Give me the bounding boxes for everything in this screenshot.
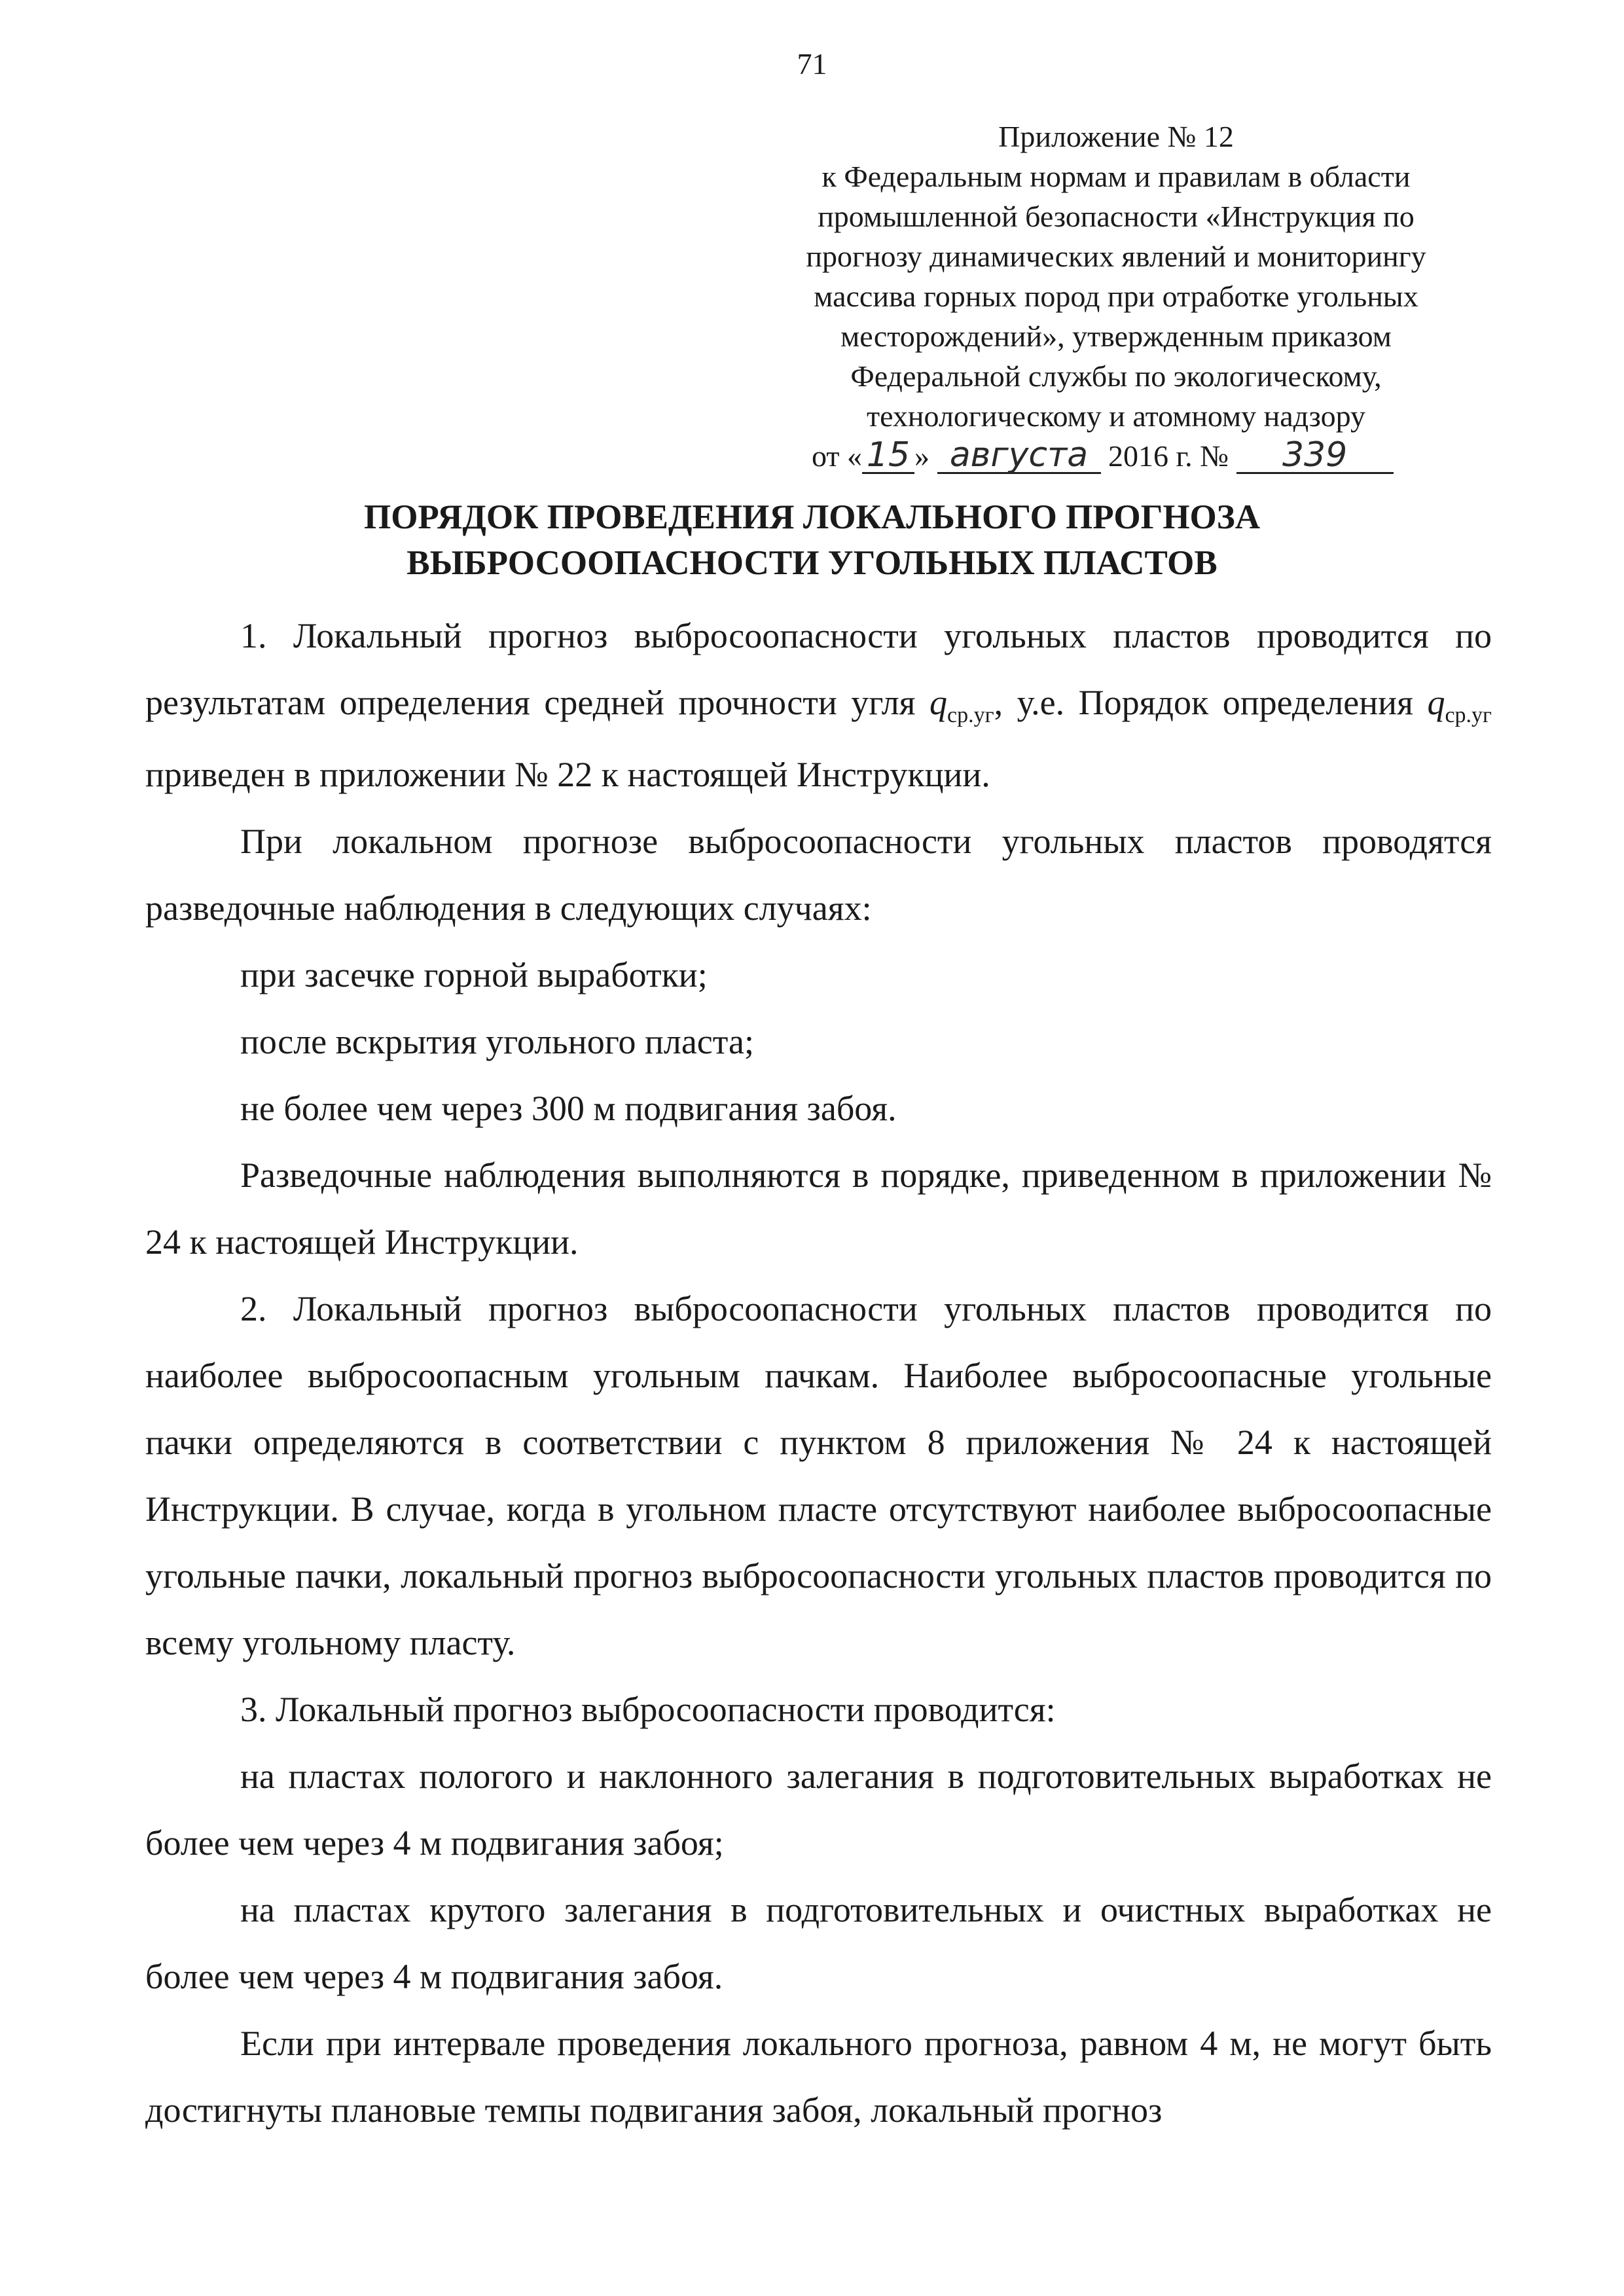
paragraph-5: 3. Локальный прогноз выбросоопасности проводится: (240, 1690, 1056, 1729)
order-date-line (753, 436, 1479, 476)
handwritten-order-number: 339 (1236, 438, 1394, 474)
appendix-line: к Федеральным нормам и правилам в области (821, 160, 1411, 193)
q-subscript: ср.уг (947, 703, 994, 727)
date-prefix: от « (812, 439, 862, 473)
list-item: не более чем через 300 м подвигания забоя. (240, 1089, 897, 1128)
paragraph-4: 2. Локальный прогноз выбросоопасности угольных пластов проводится по наиболее выбросоопасным угольным пачкам. Наиболее выбросоопасные угольные пачки определяются в соответствии с пунктом 8 приложения № 24 к настоящей Инструкции. В случае, когда в угольном пласте отсутствуют наиболее выбросоопасные угольные пачки, локальный прогноз выбросоопасности угольных пластов проводится по всему угольному пласту. (145, 1289, 1492, 1662)
appendix-line: технологическому и атомному надзору (867, 399, 1365, 433)
paragraph-1-text-a: 1. Локальный прогноз выбросоопасности угольных пластов проводится по результатам определения средней прочности угля (145, 616, 1492, 722)
list-item: при засечке горной выработки; (240, 955, 708, 994)
appendix-line: месторождений», утвержденным приказом (840, 319, 1392, 353)
page-number: 71 (797, 47, 827, 81)
title-line-1: ПОРЯДОК ПРОВЕДЕНИЯ ЛОКАЛЬНОГО ПРОГНОЗА (363, 498, 1261, 536)
appendix-line: Приложение № 12 (998, 120, 1234, 153)
paragraph-3: Разведочные наблюдения выполняются в порядке, приведенном в приложении № 24 к настоящей Инструкции. (145, 1156, 1492, 1262)
document-body (145, 602, 1492, 2143)
appendix-line: Федеральной службы по экологическому, (850, 359, 1382, 393)
appendix-line: массива горных пород при отработке угольных (814, 280, 1418, 313)
paragraph-2: При локальном прогнозе выбросоопасности угольных пластов проводятся разведочные наблюдения в следующих случаях: (145, 822, 1492, 928)
paragraph-6: на пластах пологого и наклонного залегания в подготовительных выработках не более чем через 4 м подвигания забоя; (145, 1757, 1492, 1863)
appendix-line: прогнозу динамических явлений и мониторингу (806, 240, 1426, 273)
list-item: после вскрытия угольного пласта; (240, 1022, 755, 1061)
document-title (0, 494, 1624, 586)
appendix-line: промышленной безопасности «Инструкция по (818, 200, 1415, 233)
q-symbol: q (929, 683, 948, 722)
handwritten-month: августа (937, 438, 1101, 474)
paragraph-1-text-b: , у.е. Порядок определения (994, 683, 1428, 722)
paragraph-1 (145, 602, 1492, 808)
date-year: 2016 г. № (1100, 439, 1236, 473)
appendix-header (753, 117, 1479, 476)
q-subscript: ср.уг (1445, 703, 1492, 727)
handwritten-day: 15 (862, 438, 914, 474)
date-mid: » (914, 439, 937, 473)
title-line-2: ВЫБРОСООПАСНОСТИ УГОЛЬНЫХ ПЛАСТОВ (406, 544, 1218, 582)
q-symbol: q (1427, 683, 1445, 722)
paragraph-1-text-c: приведен в приложении № 22 к настоящей Инструкции. (145, 755, 990, 794)
paragraph-8: Если при интервале проведения локального прогноза, равном 4 м, не могут быть достигнуты плановые темпы подвигания забоя, локальный прогноз (145, 2024, 1492, 2130)
paragraph-7: на пластах крутого залегания в подготовительных и очистных выработках не более чем через 4 м подвигания забоя. (145, 1890, 1492, 1996)
